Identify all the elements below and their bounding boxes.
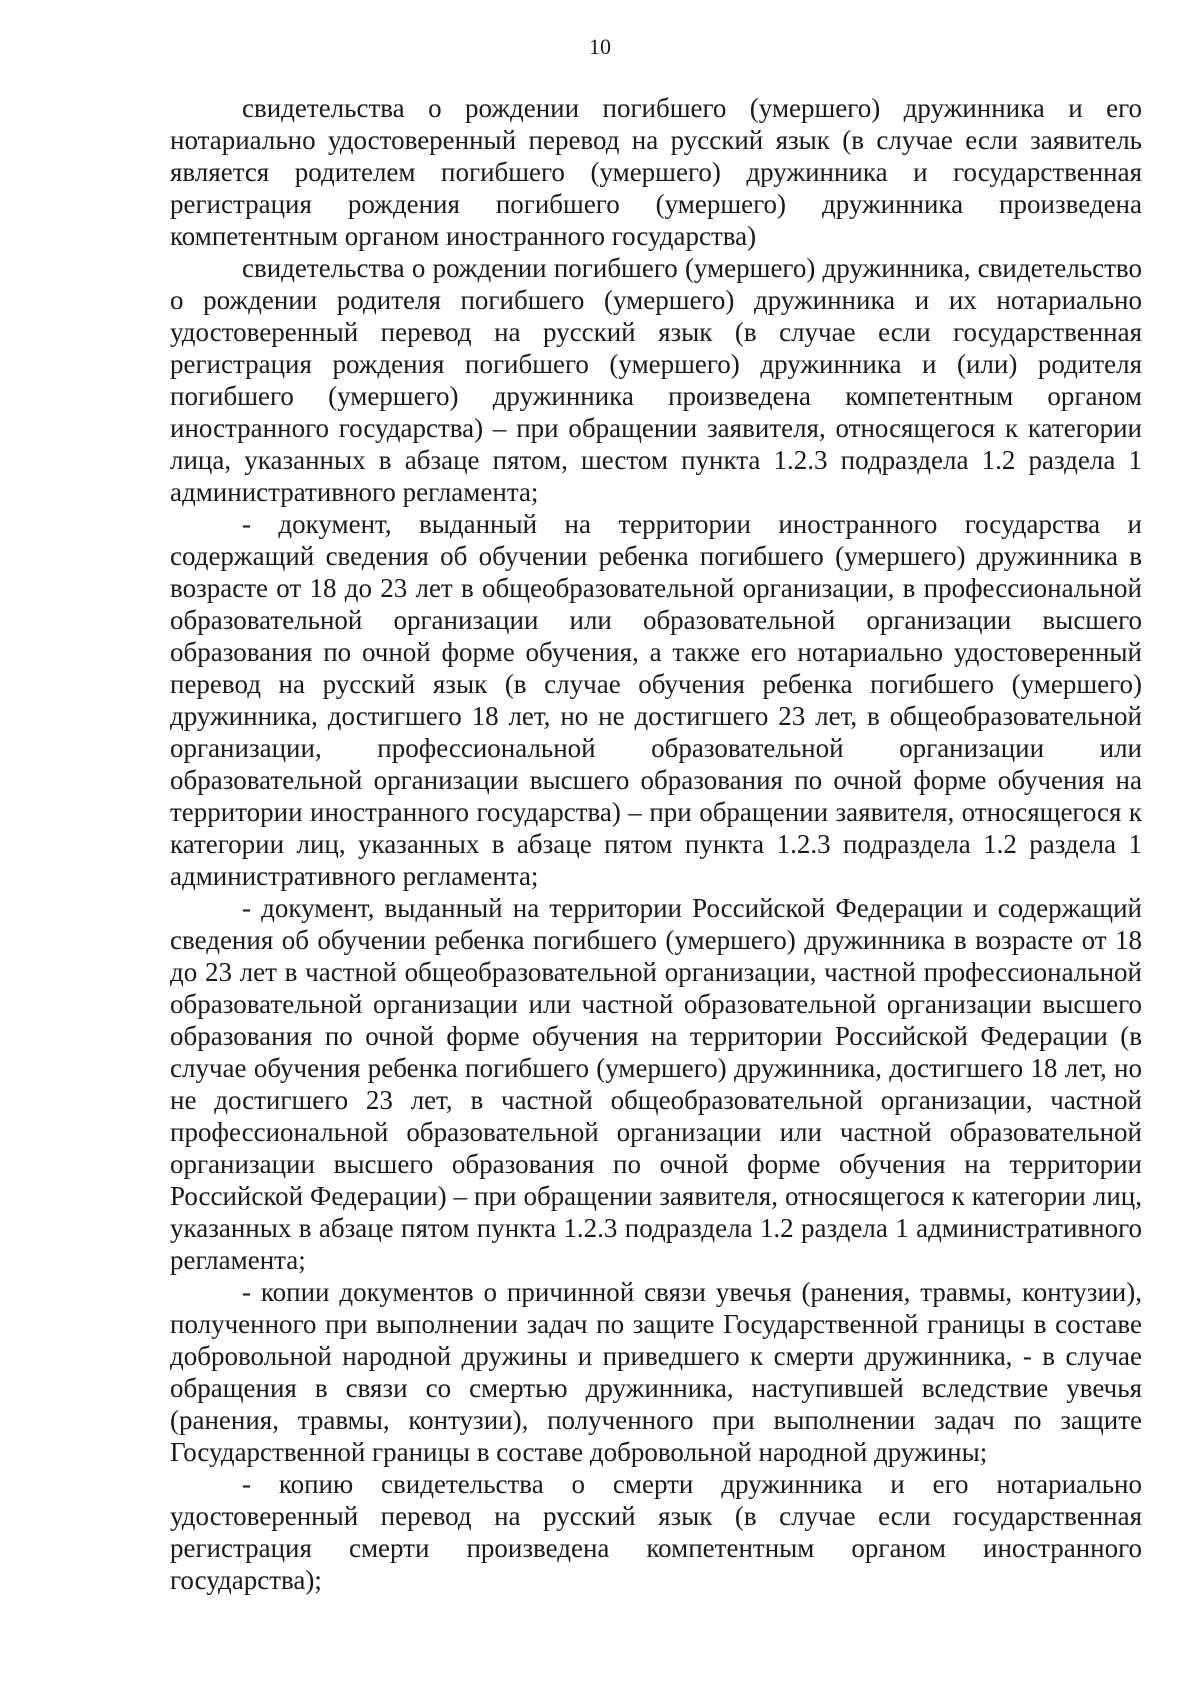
document-body [170, 92, 1142, 1596]
paragraph-injury-causation-documents: - копии документов о причинной связи увечья (ранения, травмы, контузии), полученного при выполнении задач по защите Государственной границы в составе добровольной народной дружины и приведшего к смерти дружинника, - в случае обращения в связи со смертью дружинника, наступившей вследствие увечья (ранения, травмы, контузии), полученного при выполнении задач по защите Государственной границы в составе добровольной народной дружины; [170, 1277, 1142, 1467]
paragraph-birth-certificate: свидетельства о рождении погибшего (умершего) дружинника и его нотариально удостоверенный перевод на русский язык (в случае если заявитель является родителем погибшего (умершего) дружинника и государственная регистрация рождения погибшего (умершего) дружинника произведена компетентным органом иностранного государства) [170, 93, 1142, 251]
paragraph-russian-education-document: - документ, выданный на территории Российской Федерации и содержащий сведения об обучении ребенка погибшего (умершего) дружинника в возрасте от 18 до 23 лет в частной общеобразовательной организации, частной профессиональной образовательной организации или частной образовательной организации высшего образования по очной форме обучения на территории Российской Федерации (в случае обучения ребенка погибшего (умершего) дружинника, достигшего 18 лет, но не достигшего 23 лет, в частной общеобразовательной организации, частной профессиональной образовательной организации или частной образовательной организации высшего образования по очной форме обучения на территории Российской Федерации) – при обращении заявителя, относящегося к категории лиц, указанных в абзаце пятом пункта 1.2.3 подраздела 1.2 раздела 1 административного регламента; [170, 893, 1142, 1275]
paragraph-foreign-education-document: - документ, выданный на территории иностранного государства и содержащий сведения об обучении ребенка погибшего (умершего) дружинника в возрасте от 18 до 23 лет в общеобразовательной организации, в профессиональной образовательной организации или образовательной организации высшего образования по очной форме обучения, а также его нотариально удостоверенный перевод на русский язык (в случае обучения ребенка погибшего (умершего) дружинника, достигшего 18 лет, но не достигшего 23 лет, в общеобразовательной организации, профессиональной образовательной организации или образовательной организации высшего образования по очной форме обучения на территории иностранного государства) – при обращении заявителя, относящегося к категории лиц, указанных в абзаце пятом пункта 1.2.3 подраздела 1.2 раздела 1 административного регламента; [170, 509, 1142, 891]
paragraph-birth-certificates-parent: свидетельства о рождении погибшего (умершего) дружинника, свидетельство о рождении родителя погибшего (умершего) дружинника и их нотариально удостоверенный перевод на русский язык (в случае если государственная регистрация рождения погибшего (умершего) дружинника и (или) родителя погибшего (умершего) дружинника произведена компетентным органом иностранного государства) – при обращении заявителя, относящегося к категории лица, указанных в абзаце пятом, шестом пункта 1.2.3 подраздела 1.2 раздела 1 административного регламента; [170, 253, 1142, 507]
paragraph-death-certificate: - копию свидетельства о смерти дружинника и его нотариально удостоверенный перевод на русский язык (в случае если государственная регистрация смерти произведена компетентным органом иностранного государства); [170, 1469, 1142, 1595]
page-number: 10 [589, 34, 611, 59]
